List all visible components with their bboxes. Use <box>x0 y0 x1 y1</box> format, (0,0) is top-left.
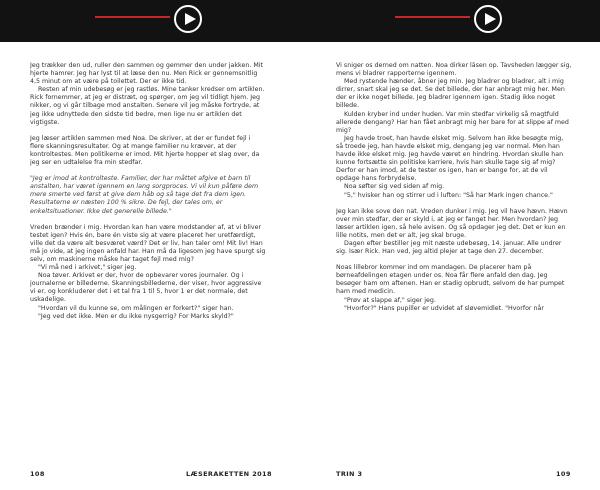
paragraph: Kulden kryber ind under huden. Var min stedfar virkelig så magtfuld allerede dengang? Har han fået anbragt mig her bare for at slippe af med mig? <box>336 110 569 134</box>
paragraph: Jeg havde troet, han havde elsket mig. Selvom han ikke besøgte mig, så troede jeg, han havde elsket mig, dengang jeg var normal. Men han havde ikke elsket mig. Jeg havde været en hindring. Hvordan skulle han kunne fortsætte sin politiske karriere, hvis han skulle tage sig af mig? Derfor er han imod, at de tester os igen, han er bange for, at de vil opdage hans forbrydelse. <box>336 134 564 183</box>
page-number-left: 108 <box>30 470 45 478</box>
play-button-left[interactable] <box>174 5 202 33</box>
paragraph: Med rystende hænder, åbner jeg min. Jeg bladrer og bladrer, alt i mig dirrer, snart skal jeg se det. Se det billede, der har anbragt mig her. Men der er ikke noget billede. Jeg bladrer igennem igen. Stadig ikke noget billede. <box>336 78 565 110</box>
paragraph: Resten af min udebesøg er jeg rastløs. Mine tanker kredser om artiklen. Rick fornemmer, at jeg er distræt, og spørger, om jeg vil tidligt hjem. Jeg nikker, og vi går tilbage mod anstalten. Senere vil jeg måske fortryde, at jeg ikke udnyttede den sidste tid bedre, men lige nu er artiklen det vigtigste. <box>30 86 265 126</box>
paragraph: "Hvorfor?" Hans pupiller er udvidet af sløvemidlet. "Hvorfor når <box>344 304 544 312</box>
paragraph: Noa søfter sig ved siden af mig. <box>344 183 445 191</box>
progress-line-right <box>395 16 470 18</box>
quote-paragraph: "Jeg er imod at kontrolteste. Familier, der har måttet afgive et barn til anstalten, har været igennem en lang sorgproces. Vi vil kun påføre dem mere smerte ved først at give dem håb og så tage det fra dem igen. Resultaterne er næsten 100 % sikre. De fejl, der tales om, er enkeltsituationer. Ikke det generelle billede." <box>30 175 259 215</box>
paragraph: Jeg læser artiklen sammen med Noa. De skriver, at der er fundet fejl i flere skanningsresultater. Og at mange familier nu kræver, at der kontroltestes. Men politikerne er imod. Mit hjerte hopper et slag over, da jeg ser en udtalelse fra min stedfar. <box>30 134 260 167</box>
paragraph: Vreden brænder i mig. Hvordan kan han være modstander af, at vi bliver testet igen? Hvis én, bare én viste sig at være placeret her uretfærdigt, ville det da være alt besværet værd? Det er liv, han taler om! Mit liv! Han må jo vide, at jeg ingen anfald har. Han må da ligesom jeg have spurgt sig selv, om maskinerne måske har taget fejl med mig? <box>30 223 266 263</box>
media-player-bar <box>0 0 600 42</box>
paragraph: "Hvordan vil du kunne se, om målingen er forkert?" siger han. <box>38 304 234 312</box>
paragraph: "5," hvisker han og stirrer ud i luften: "Så har Mark ingen chance." <box>344 191 553 199</box>
play-icon <box>483 12 497 26</box>
paragraph: "Prøv at slappe af," siger jeg. <box>344 296 436 304</box>
paragraph: Jeg kan ikke sove den nat. Vreden dunker i mig. Jeg vil have hævn. Hævn over min stedfar, der er skyld i, at jeg er fanget her. Men hvordan? Jeg læser artiklen igen, så hele avisen. Og så opdager jeg det. Det er kun en lille notits, men det er alt, jeg skal bruge. <box>336 207 568 239</box>
paragraph: Jeg trækker den ud, ruller den sammen og gemmer den under jakken. Mit hjerte hamrer. Jeg har lyst til at læse den nu. Men Rick er gennemsnitlig 4,5 minut om at være på toilettet. Der er ikke tid. <box>30 62 263 86</box>
left-page-text <box>30 62 266 452</box>
running-title-left: LÆSERAKETTEN 2018 <box>186 470 272 478</box>
paragraph: Vi sniger os derned om natten. Noa dirker låsen op. Tavsheden lægger sig, mens vi bladrer rapporterne igennem. <box>336 62 572 78</box>
paragraph: Noa tøver. Arkivet er der, hvor de opbevarer vores journaler. Og i journalerne er billederne. Skanningsbillederne, der viser, hvor aggressive vi er, og konkluderer det i et tal fra 1 til 5, hvor 1 er det normale, det uskadelige. <box>30 272 262 304</box>
progress-line-left <box>95 16 170 18</box>
play-icon <box>183 12 197 26</box>
paragraph: Dagen efter bestiller jeg mit næste udebesøg, 14. januar. Alle undrer sig. Især Rick. Han ved, jeg altid plejer at tage den 27. december. <box>336 239 562 256</box>
right-page-text <box>336 62 572 452</box>
paragraph: Noas lillebror kommer ind om mandagen. De placerer ham på børneafdelingen etagen under os. Noa får flere anfald den dag. Jeg besøger ham om aftenen. Han er stadig opbrudt, selvom de har pumpet ham med medicin. <box>336 264 565 296</box>
running-title-right: TRIN 3 <box>336 470 363 478</box>
paragraph: "Jeg ved det ikke. Men er du ikke nysgerrig? For Marks skyld?" <box>38 312 234 320</box>
page-number-right: 109 <box>556 470 571 478</box>
play-button-right[interactable] <box>474 5 502 33</box>
paragraph: "Vi må ned i arkivet," siger jeg. <box>38 264 137 272</box>
